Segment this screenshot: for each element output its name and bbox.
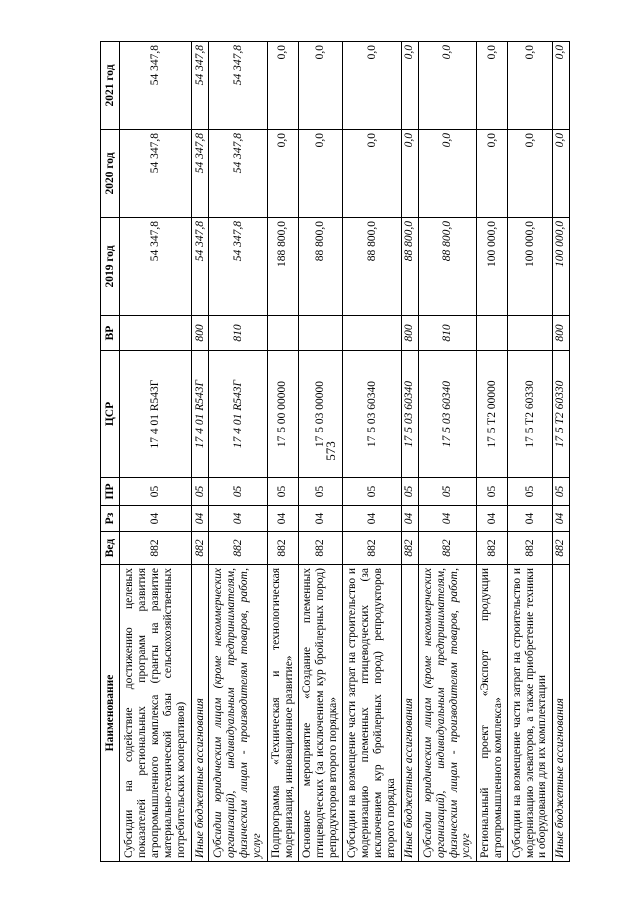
cell-name: Иные бюджетные ассигнования bbox=[552, 565, 569, 862]
cell-ved: 882 bbox=[552, 532, 569, 565]
header-cell-csr: ЦСР bbox=[101, 351, 120, 478]
cell-vr: 800 bbox=[552, 316, 569, 351]
table-row bbox=[298, 42, 343, 862]
budget-table-container bbox=[100, 42, 570, 862]
cell-name: Основное мероприятие «Создание племенных птицеводческих (за исключением кур бройлерных пород) репродукторов второго порядка» bbox=[298, 565, 343, 862]
cell-pr: 05 bbox=[192, 478, 209, 506]
cell-sum-2020: 0,0 bbox=[418, 130, 476, 218]
cell-csr: 17 5 03 60340 bbox=[343, 351, 401, 478]
cell-name: Подпрограмма «Техническая и технологическая модернизация, инновационное развитие» bbox=[267, 565, 298, 862]
cell-sum-2021: 0,0 bbox=[418, 42, 476, 130]
cell-csr: 17 5 T2 60330 bbox=[552, 351, 569, 478]
cell-sum-2021: 0,0 bbox=[477, 42, 508, 130]
table-row bbox=[120, 42, 192, 862]
cell-pr: 05 bbox=[552, 478, 569, 506]
cell-sum-2021: 0,0 bbox=[298, 42, 343, 130]
cell-ved: 882 bbox=[343, 532, 401, 565]
cell-sum-2021: 0,0 bbox=[401, 42, 418, 130]
cell-sum-2020: 0,0 bbox=[477, 130, 508, 218]
cell-ved: 882 bbox=[209, 532, 267, 565]
header-cell-ved: Вед bbox=[101, 532, 120, 565]
table-row bbox=[343, 42, 401, 862]
cell-ved: 882 bbox=[508, 532, 553, 565]
cell-rz: 04 bbox=[418, 506, 476, 532]
cell-sum-2019: 188 800,0 bbox=[267, 218, 298, 316]
cell-sum-2019: 54 347,8 bbox=[192, 218, 209, 316]
cell-vr: 810 bbox=[209, 316, 267, 351]
cell-sum-2021: 0,0 bbox=[343, 42, 401, 130]
cell-rz: 04 bbox=[209, 506, 267, 532]
cell-vr bbox=[508, 316, 553, 351]
cell-sum-2020: 54 347,8 bbox=[192, 130, 209, 218]
cell-sum-2021: 0,0 bbox=[552, 42, 569, 130]
table-row bbox=[477, 42, 508, 862]
cell-csr: 17 5 03 00000 bbox=[298, 351, 343, 478]
cell-rz: 04 bbox=[267, 506, 298, 532]
cell-csr: 17 5 03 60340 bbox=[418, 351, 476, 478]
header-cell-pr: ПР bbox=[101, 478, 120, 506]
header-cell-rz: Рз bbox=[101, 506, 120, 532]
cell-rz: 04 bbox=[401, 506, 418, 532]
table-row bbox=[192, 42, 209, 862]
table-row bbox=[418, 42, 476, 862]
table-row bbox=[552, 42, 569, 862]
cell-pr: 05 bbox=[508, 478, 553, 506]
cell-sum-2020: 0,0 bbox=[508, 130, 553, 218]
cell-vr bbox=[120, 316, 192, 351]
cell-vr bbox=[298, 316, 343, 351]
cell-name: Субсидии на содействие достижению целевых показателей региональных программ развития агропромышленного комплекса (гранты на развитие материально-технической базы сельскохозяйственных потребительских кооперативов) bbox=[120, 565, 192, 862]
table-header-row bbox=[101, 42, 120, 862]
cell-sum-2021: 0,0 bbox=[267, 42, 298, 130]
cell-name: Субсидии на возмещение части затрат на строительство и модернизацию племенных птицеводческих (за исключением кур бройлерных пород) репродукторов второго порядка bbox=[343, 565, 401, 862]
cell-sum-2019: 88 800,0 bbox=[298, 218, 343, 316]
table-row bbox=[209, 42, 267, 862]
cell-pr: 05 bbox=[401, 478, 418, 506]
header-cell-2019: 2019 год bbox=[101, 218, 120, 316]
cell-vr: 800 bbox=[401, 316, 418, 351]
cell-pr: 05 bbox=[343, 478, 401, 506]
cell-pr: 05 bbox=[418, 478, 476, 506]
cell-pr: 05 bbox=[120, 478, 192, 506]
cell-csr: 17 5 03 60340 bbox=[401, 351, 418, 478]
cell-name: Иные бюджетные ассигнования bbox=[192, 565, 209, 862]
table-row bbox=[508, 42, 553, 862]
table-row bbox=[401, 42, 418, 862]
cell-vr bbox=[343, 316, 401, 351]
cell-pr: 05 bbox=[477, 478, 508, 506]
cell-ved: 882 bbox=[298, 532, 343, 565]
cell-csr: 17 5 00 00000 bbox=[267, 351, 298, 478]
cell-ved: 882 bbox=[477, 532, 508, 565]
cell-csr: 17 4 01 R543Г bbox=[120, 351, 192, 478]
cell-pr: 05 bbox=[209, 478, 267, 506]
cell-ved: 882 bbox=[192, 532, 209, 565]
table-row bbox=[267, 42, 298, 862]
cell-csr: 17 4 01 R543Г bbox=[209, 351, 267, 478]
cell-name: Региональный проект «Экспорт продукции агропромышленного комплекса» bbox=[477, 565, 508, 862]
cell-sum-2019: 54 347,8 bbox=[209, 218, 267, 316]
cell-rz: 04 bbox=[298, 506, 343, 532]
header-cell-name: Наименование bbox=[101, 565, 120, 862]
cell-sum-2021: 54 347,8 bbox=[120, 42, 192, 130]
cell-vr bbox=[477, 316, 508, 351]
cell-sum-2019: 100 000,0 bbox=[477, 218, 508, 316]
cell-csr: 17 5 T2 00000 bbox=[477, 351, 508, 478]
cell-vr: 800 bbox=[192, 316, 209, 351]
cell-sum-2021: 54 347,8 bbox=[209, 42, 267, 130]
cell-name: Субсидии юридическим лицам (кроме некоммерческих организаций), индивидуальным предпринимателям, физическим лицам - производителям товаров, работ, услуг bbox=[418, 565, 476, 862]
cell-sum-2020: 0,0 bbox=[267, 130, 298, 218]
cell-name: Иные бюджетные ассигнования bbox=[401, 565, 418, 862]
page-number: 573 bbox=[323, 441, 338, 461]
header-cell-2021: 2021 год bbox=[101, 42, 120, 130]
cell-sum-2019: 100 000,0 bbox=[508, 218, 553, 316]
cell-csr: 17 5 T2 60330 bbox=[508, 351, 553, 478]
cell-sum-2019: 88 800,0 bbox=[343, 218, 401, 316]
table-body bbox=[120, 42, 570, 862]
cell-sum-2021: 54 347,8 bbox=[192, 42, 209, 130]
cell-sum-2019: 54 347,8 bbox=[120, 218, 192, 316]
cell-ved: 882 bbox=[267, 532, 298, 565]
cell-ved: 882 bbox=[401, 532, 418, 565]
cell-sum-2020: 0,0 bbox=[401, 130, 418, 218]
cell-sum-2020: 0,0 bbox=[343, 130, 401, 218]
cell-rz: 04 bbox=[552, 506, 569, 532]
cell-sum-2020: 54 347,8 bbox=[120, 130, 192, 218]
cell-pr: 05 bbox=[298, 478, 343, 506]
cell-sum-2020: 0,0 bbox=[298, 130, 343, 218]
cell-name: Субсидии юридическим лицам (кроме некоммерческих организаций), индивидуальным предпринимателям, физическим лицам - производителям товаров, работ, услуг bbox=[209, 565, 267, 862]
cell-rz: 04 bbox=[120, 506, 192, 532]
budget-table bbox=[100, 41, 570, 862]
cell-sum-2020: 0,0 bbox=[552, 130, 569, 218]
cell-ved: 882 bbox=[418, 532, 476, 565]
cell-ved: 882 bbox=[120, 532, 192, 565]
cell-rz: 04 bbox=[508, 506, 553, 532]
cell-csr: 17 4 01 R543Г bbox=[192, 351, 209, 478]
cell-sum-2019: 88 800,0 bbox=[401, 218, 418, 316]
cell-name: Субсидии на возмещение части затрат на строительство и модернизацию элеваторов, а также приобретение техники и оборудования для их комплектации bbox=[508, 565, 553, 862]
cell-sum-2019: 100 000,0 bbox=[552, 218, 569, 316]
cell-vr: 810 bbox=[418, 316, 476, 351]
header-cell-vr: ВР bbox=[101, 316, 120, 351]
cell-rz: 04 bbox=[343, 506, 401, 532]
cell-sum-2019: 88 800,0 bbox=[418, 218, 476, 316]
cell-sum-2020: 54 347,8 bbox=[209, 130, 267, 218]
cell-rz: 04 bbox=[477, 506, 508, 532]
cell-rz: 04 bbox=[192, 506, 209, 532]
header-cell-2020: 2020 год bbox=[101, 130, 120, 218]
cell-vr bbox=[267, 316, 298, 351]
cell-sum-2021: 0,0 bbox=[508, 42, 553, 130]
cell-pr: 05 bbox=[267, 478, 298, 506]
